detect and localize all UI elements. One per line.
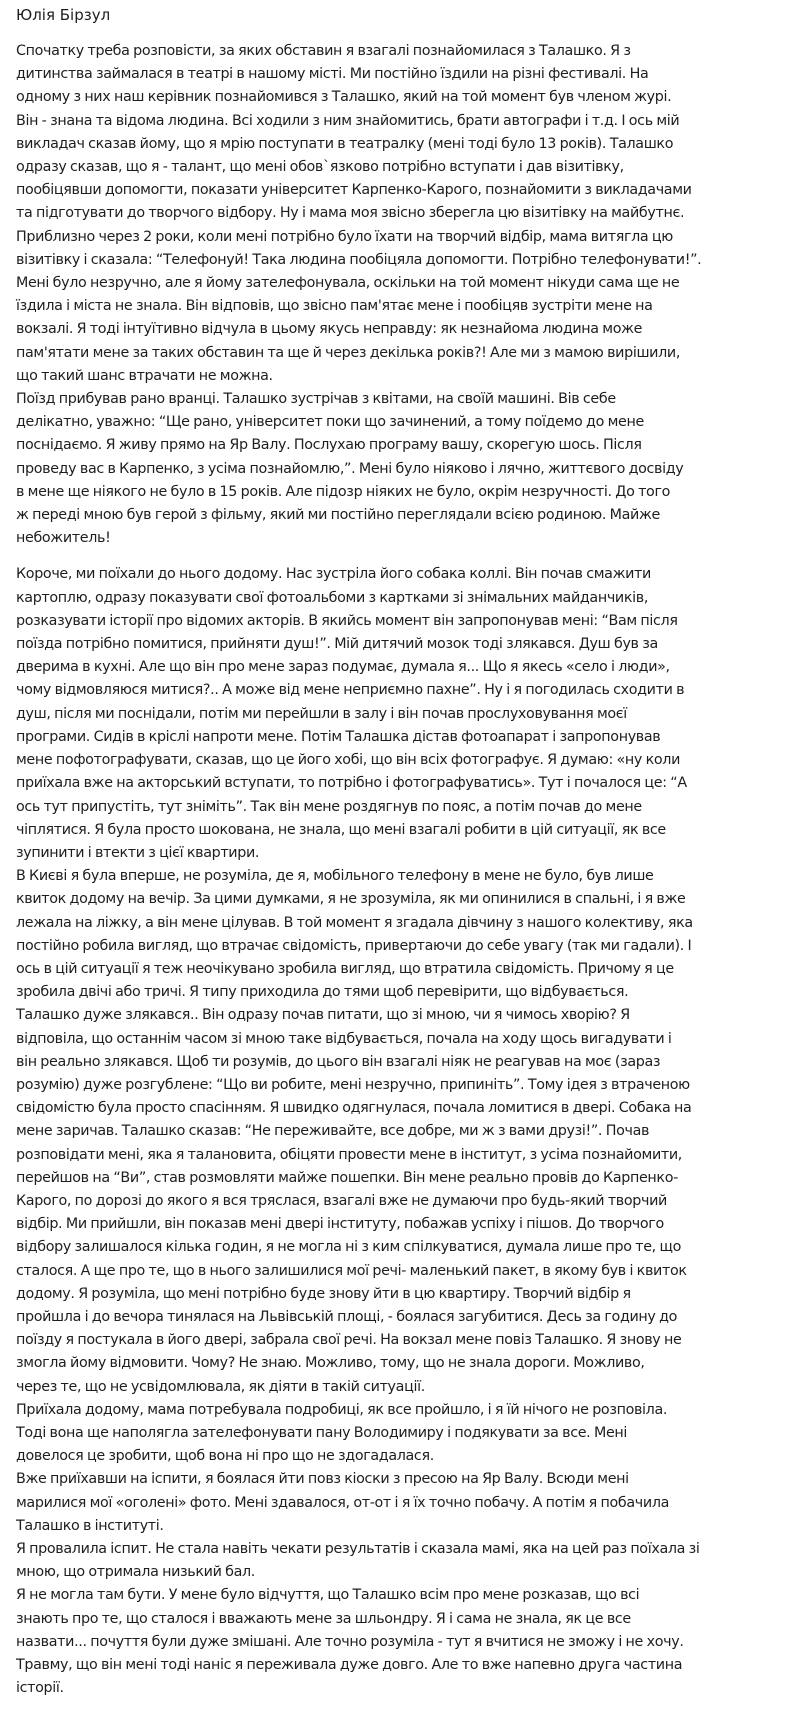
text-line: додому. Я розуміла, що мені потрібно буде знову йти в цю квартиру. Творчий відбір я bbox=[16, 1285, 631, 1302]
text-line: душ, після ми поснідали, потім ми перейшли в залу і він почав прослуховування моєї bbox=[16, 705, 627, 722]
text-line: В Києві я була вперше, не розуміла, де я, мобільного телефону в мене не було, був лише bbox=[16, 868, 654, 885]
text-line: історії. bbox=[16, 1680, 64, 1697]
text-line: постійно робила вигляд, що втрачає свідомість, привертаючи до себе увагу (так ми гадали). І bbox=[16, 937, 692, 954]
text-line: пам'ятати мене за таких обставин та ще й через декілька років?! Але ми з мамою вирішили, bbox=[16, 344, 681, 361]
text-line: Приїхала додому, мама потребувала подробиці, як все пройшло, і я їй нічого не розповіла. bbox=[16, 1401, 668, 1418]
text-line: довелося це зробити, щоб вона ні про що не здогадалася. bbox=[16, 1448, 434, 1465]
text-line: Мені було незручно, але я йому зателефонувала, оскільки на той момент нікуди сама ще не bbox=[16, 275, 680, 292]
text-line: відбору залишалося кілька годин, я не могла ні з ким спілкуватися, думала лише про те, що bbox=[16, 1239, 681, 1256]
post-paragraph-1 bbox=[16, 40, 780, 550]
text-line: Карого, по дорозі до якого я вся тряслася, взагалі вже не думаючи про будь-який творчий bbox=[16, 1192, 667, 1209]
text-line: картоплю, одразу показувати свої фотоальбоми з картками зі знімальних майданчиків, bbox=[16, 589, 649, 606]
text-line: Спочатку треба розповісти, за яких обставин я взагалі познайомилася з Талашко. Я з bbox=[16, 43, 631, 59]
text-line: поїзда потрібно помитися, прийняти душ!”. Мій дитячий мозок тоді злякався. Душ був за bbox=[16, 636, 658, 653]
post bbox=[16, 5, 780, 1713]
text-line: квиток додому на вечір. За цими думками, я не зрозуміла, як ми опинилися в спальні, і я вже bbox=[16, 891, 686, 908]
text-line: візитівку і сказала: “Телефонуй! Така людина пообіцяла допомогти. Потрібно телефонувати!”. bbox=[16, 251, 702, 268]
text-line: вокзалі. Я тоді інтуїтивно відчула в цьому якусь неправду: як незнайома людина може bbox=[16, 321, 643, 338]
text-line: дверима в кухні. Але що він про мене зараз подумає, думала я... Що я якесь «село і люди», bbox=[16, 659, 670, 676]
text-line: Він - знана та відома людина. Всі ходили з ним знайомитись, брати автографи і т.д. І ось мій bbox=[16, 112, 680, 129]
text-line: через те, що не усвідомлювала, як діяти в такій ситуації. bbox=[16, 1378, 425, 1395]
text-line: відбір. Ми прийшли, він показав мені двері інституту, побажав успіху і пішов. До творчого bbox=[16, 1216, 664, 1233]
text-line: пообіцявши допомогти, показати університет Карпенко-Карого, познайомити з викладачами bbox=[16, 182, 692, 199]
text-line: він реально злякався. Щоб ти розумів, до цього він взагалі ніяк не реагував на моє (зараз bbox=[16, 1053, 661, 1070]
text-line: Талашко дуже злякався.. Він одразу почав питати, що зі мною, чи я чимось хворію? Я bbox=[16, 1007, 630, 1024]
text-line: марилися мої «оголені» фото. Мені здавалося, от-от і я їх точно побачу. А потім я побачила bbox=[16, 1494, 670, 1511]
text-line: відповіла, що останнім часом зі мною таке відбувається, почала на ходу щось вигадувати і bbox=[16, 1030, 672, 1047]
post-paragraph-2 bbox=[16, 563, 780, 1700]
text-line: та підготувати до творчого відбору. Ну і мама моя звісно зберегла цю візитівку на майбутнє. bbox=[16, 205, 685, 222]
text-line: приїхала вже на акторський вступати, то потрібно і фотографуватись». Тут і почалося це: “А bbox=[16, 775, 687, 792]
text-line: змогла йому відмовити. Чому? Не знаю. Можливо, тому, що не знала дороги. Можливо, bbox=[16, 1355, 645, 1372]
text-line: Травму, що він мені тоді наніс я переживала дуже довго. Але то вже напевно друга частина bbox=[16, 1657, 683, 1674]
text-line: Талашко в інституті. bbox=[16, 1517, 164, 1534]
text-line: розказувати історії про відомих акторів. В якийсь момент він запропонував мені: “Вам після bbox=[16, 612, 678, 629]
text-line: знають про те, що сталося і вважають мене за шльондру. Я і сама не знала, як це все bbox=[16, 1610, 631, 1627]
text-line: перейшов на “Ви”, став розмовляти майже пошепки. Він мене реально провів до Карпенко- bbox=[16, 1169, 678, 1186]
text-line: Я не могла там бути. У мене було відчуття, що Талашко всім про мене розказав, що всі bbox=[16, 1587, 640, 1604]
text-line: Поїзд прибував рано вранці. Талашко зустрічав з квітами, на своїй машині. Вів себе bbox=[16, 391, 616, 408]
text-line: поїзду я постукала в його двері, забрала свої речі. На вокзал мене повіз Талашко. Я знову не bbox=[16, 1332, 682, 1349]
text-line: чому відмовляюся митися?.. А може від мене неприємно пахне”. Ну і я погодилась сходити в bbox=[16, 682, 685, 699]
text-line: зробила двічі або тричі. Я типу приходила до тями щоб перевірити, що відбувається. bbox=[16, 984, 629, 1001]
author-name[interactable]: Юлія Бірзул bbox=[16, 6, 111, 24]
text-line: дитинства займалася в театрі в нашому місті. Ми постійно їздили на різні фестивалі. На bbox=[16, 66, 649, 83]
text-line: одному з них наш керівник познайомився з Талашко, який на той момент був членом журі. bbox=[16, 89, 672, 106]
text-line: поснідаємо. Я живу прямо на Яр Валу. Послухаю програму вашу, скорегую шось. Після bbox=[16, 437, 642, 454]
text-line: ж переді мною був герой з фільму, який ми постійно переглядали всією родиною. Майже bbox=[16, 507, 660, 524]
text-line: ось в цій ситуації я теж неочікувано зробила вигляд, що втратила свідомість. Причому я це bbox=[16, 960, 674, 977]
text-line: чіплятися. Я була просто шокована, не знала, що мені взагалі робити в цій ситуації, як все bbox=[16, 821, 666, 838]
text-line: сталося. А ще про те, що в нього залишилися мої речі- маленький пакет, в якому був і квиток bbox=[16, 1262, 687, 1279]
text-line: їздила і міста не знала. Він відповів, що звісно пам'ятає мене і пообіцяв зустріти мене на bbox=[16, 298, 653, 315]
text-line: Приблизно через 2 роки, коли мені потрібно було їхати на творчий відбір, мама витягла цю bbox=[16, 228, 673, 245]
text-line: викладач сказав йому, що я мрію поступати в театралку (мені тоді було 13 років). Талашко bbox=[16, 135, 674, 152]
text-line: Я провалила іспит. Не стала навіть чекати результатів і сказала мамі, яка на цей раз поїхала зі bbox=[16, 1541, 700, 1557]
text-line: небожитель! bbox=[16, 530, 111, 547]
text-line: пройшла і до вечора тинялася на Львівській площі, - боялася загубитися. Десь за годину до bbox=[16, 1308, 678, 1325]
text-line: Вже приїхавши на іспити, я боялася йти повз кіоски з пресою на Яр Валу. Всюди мені bbox=[16, 1471, 629, 1488]
text-line: в мене ще ніякого не було в 15 років. Але підозр ніяких не було, окрім незручності. До того bbox=[16, 483, 671, 500]
text-line: лежала на ліжку, а він мене цілував. В той момент я згадала дівчину з нашого колективу, яка bbox=[16, 914, 693, 931]
text-line: розумію) дуже розгублене: “Що ви робите, мені незручно, припиніть”. Тому ідея з втраченою bbox=[16, 1076, 690, 1093]
text-line: програми. Сидів в кріслі напроти мене. Потім Талашка дістав фотоапарат і запропонував bbox=[16, 728, 661, 745]
text-line: проведу вас в Карпенко, з усіма познайомлю,”. Мені було ніяково і лячно, життєвого досвіду bbox=[16, 460, 684, 477]
text-line: що такий шанс втрачати не можна. bbox=[16, 367, 273, 384]
text-line: свідомістю була просто спасінням. Я швидко одягнулася, почала ломитися в двері. Собака на bbox=[16, 1100, 692, 1117]
text-line: мною, що отримала низький бал. bbox=[16, 1564, 255, 1581]
text-line: ось тут припустіть, тут зніміть”. Так він мене роздягнув по пояс, а потім почав до мене bbox=[16, 798, 642, 815]
text-line: делікатно, уважно: “Ще рано, університет поки що зачинений, а тому поїдемо до мене bbox=[16, 414, 644, 431]
text-line: назвати... почуття були дуже змішані. Але точно розуміла - тут я вчитися не зможу і не хочу. bbox=[16, 1633, 684, 1650]
text-line: мене заричав. Талашко сказав: “Не переживайте, все добре, ми ж з вами друзі!”. Почав bbox=[16, 1123, 650, 1140]
text-line: мене пофотографувати, сказав, що це його хобі, що він всіх фотографує. Я думаю: «ну коли bbox=[16, 752, 681, 769]
text-line: зупинити і втекти з цієї квартири. bbox=[16, 844, 260, 861]
text-line: Короче, ми поїхали до нього додому. Нас зустріла його собака коллі. Він почав смажити bbox=[16, 566, 651, 583]
text-line: Тоді вона ще наполягла зателефонувати пану Володимиру і подякувати за все. Мені bbox=[16, 1424, 628, 1441]
text-line: одразу сказав, що я - талант, що мені обов`язково потрібно вступати і дав візитівку, bbox=[16, 159, 624, 176]
text-line: розповідати мені, яка я талановита, обіцяти провести мене в інститут, з усіма познайомити, bbox=[16, 1146, 682, 1163]
